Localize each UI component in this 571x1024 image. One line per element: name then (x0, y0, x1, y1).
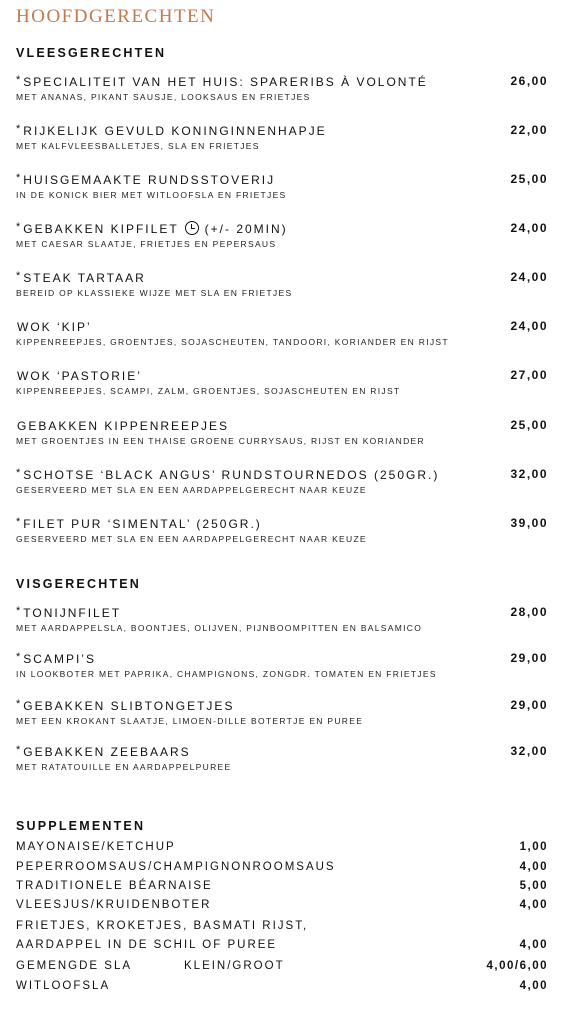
supplement-price: 4,00/6,00 (486, 960, 548, 972)
supplement-price: 1,00 (519, 841, 548, 853)
item-name: *FILET PUR ‘SIMENTAL’ (250GR.) (16, 516, 262, 531)
item-name: *RIJKELIJK GEVULD KONINGINNENHAPJE (16, 123, 327, 138)
item-description: MET ANANAS, PIKANT SAUSJE, LOOKSAUS EN FRIETJES (16, 92, 311, 102)
item-description: GESERVEERD MET SLA EN EEN AARDAPPELGERECHT NAAR KEUZE (16, 485, 367, 495)
item-name: *STEAK TARTAAR (16, 270, 146, 285)
item-name: *GEBAKKEN KIPFILET (+/- 20MIN) (16, 221, 288, 236)
section-title-fish: VISGERECHTEN (16, 577, 142, 591)
supplement-row (16, 918, 548, 934)
supplement-row (16, 937, 548, 953)
item-description: MET AARDAPPELSLA, BOONTJES, OLIJVEN, PIJNBOOMPITTEN EN BALSAMICO (16, 623, 423, 633)
menu-item (16, 698, 548, 727)
menu-item (16, 516, 548, 545)
item-price: 32,00 (510, 744, 548, 758)
menu-item (16, 744, 548, 773)
supplement-name: WITLOOFSLA (16, 980, 111, 992)
item-name: *GEBAKKEN SLIBTONGETJES (16, 698, 235, 713)
supplement-name: MAYONAISE/KETCHUP (16, 841, 176, 853)
item-name: WOK ‘PASTORIE’ (17, 369, 142, 383)
item-description: MET GROENTJES IN EEN THAISE GROENE CURRYSAUS, RIJST EN KORIANDER (16, 436, 425, 446)
section-title-supplements: SUPPLEMENTEN (16, 819, 146, 833)
item-name: WOK ‘KIP’ (17, 320, 92, 334)
supplement-row (16, 859, 548, 875)
supplement-row (16, 958, 548, 974)
clock-icon (185, 221, 199, 235)
item-price: 32,00 (510, 467, 548, 481)
menu-item (16, 368, 548, 397)
item-price: 26,00 (510, 74, 548, 88)
item-description: MET CAESAR SLAATJE, FRIETJES EN PEPERSAUS (16, 239, 277, 249)
menu-item (16, 221, 548, 250)
section-title-meat: VLEESGERECHTEN (16, 46, 167, 60)
menu-item (16, 74, 548, 103)
menu-item (16, 605, 548, 634)
menu-item (16, 418, 548, 447)
item-description: MET KALFVLEESBALLETJES, SLA EN FRIETJES (16, 141, 260, 151)
item-description: KIPPENREEPJES, SCAMPI, ZALM, GROENTJES, SOJASCHEUTEN EN RIJST (16, 386, 401, 396)
item-description: KIPPENREEPJES, GROENTJES, SOJASCHEUTEN, TANDOORI, KORIANDER EN RIJST (16, 337, 449, 347)
item-price: 25,00 (510, 172, 548, 186)
item-name: *GEBAKKEN ZEEBAARS (16, 744, 191, 759)
supplement-name: AARDAPPEL IN DE SCHIL OF PUREE (16, 939, 278, 951)
item-price: 39,00 (510, 516, 548, 530)
item-description: MET RATATOUILLE EN AARDAPPELPUREE (16, 762, 232, 772)
supplement-price: 4,00 (519, 899, 548, 911)
supplement-price: 5,00 (519, 880, 548, 892)
item-price: 28,00 (510, 605, 548, 619)
supplement-price: 4,00 (519, 980, 548, 992)
page-title: HOOFDGERECHTEN (16, 6, 216, 27)
supplement-row (16, 978, 548, 994)
item-price: 24,00 (510, 221, 548, 235)
menu-item (16, 172, 548, 201)
supplement-size: KLEIN/GROOT (184, 960, 285, 972)
item-price: 29,00 (510, 651, 548, 665)
item-price: 25,00 (510, 418, 548, 432)
item-name: *HUISGEMAAKTE RUNDSSTOVERIJ (16, 172, 276, 187)
menu-item (16, 319, 548, 348)
menu-item (16, 123, 548, 152)
supplement-price: 4,00 (519, 861, 548, 873)
supplement-name: PEPERROOMSAUS/CHAMPIGNONROOMSAUS (16, 861, 336, 873)
item-description: IN LOOKBOTER MET PAPRIKA, CHAMPIGNONS, ZONGDR. TOMATEN EN FRIETJES (16, 669, 437, 679)
supplement-row (16, 839, 548, 855)
supplement-name: FRIETJES, KROKETJES, BASMATI RIJST, (16, 920, 309, 932)
menu-item (16, 270, 548, 299)
item-price: 27,00 (510, 368, 548, 382)
item-name: *SCAMPI’S (16, 651, 96, 666)
item-name: *TONIJNFILET (16, 605, 122, 620)
supplement-price: 4,00 (519, 939, 548, 951)
item-price: 24,00 (510, 319, 548, 333)
item-name: *SCHOTSE ‘BLACK ANGUS’ RUNDSTOURNEDOS (250GR.) (16, 467, 440, 482)
item-name: *SPECIALITEIT VAN HET HUIS: SPARERIBS À VOLONTÉ (16, 74, 428, 89)
supplement-name: VLEESJUS/KRUIDENBOTER (16, 899, 212, 911)
item-price: 24,00 (510, 270, 548, 284)
item-price: 29,00 (510, 698, 548, 712)
supplement-name: GEMENGDE SLA (16, 960, 133, 972)
item-description: MET EEN KROKANT SLAATJE, LIMOEN-DILLE BOTERTJE EN PUREE (16, 716, 364, 726)
supplement-name: TRADITIONELE BÉARNAISE (16, 880, 213, 892)
supplement-row (16, 897, 548, 913)
item-name: GEBAKKEN KIPPENREEPJES (17, 419, 230, 433)
item-price: 22,00 (510, 123, 548, 137)
menu-item (16, 651, 548, 680)
item-description: IN DE KONICK BIER MET WITLOOFSLA EN FRIETJES (16, 190, 287, 200)
supplement-row (16, 878, 548, 894)
item-description: BEREID OP KLASSIEKE WIJZE MET SLA EN FRIETJES (16, 288, 293, 298)
menu-item (16, 467, 548, 496)
item-description: GESERVEERD MET SLA EN EEN AARDAPPELGERECHT NAAR KEUZE (16, 534, 367, 544)
